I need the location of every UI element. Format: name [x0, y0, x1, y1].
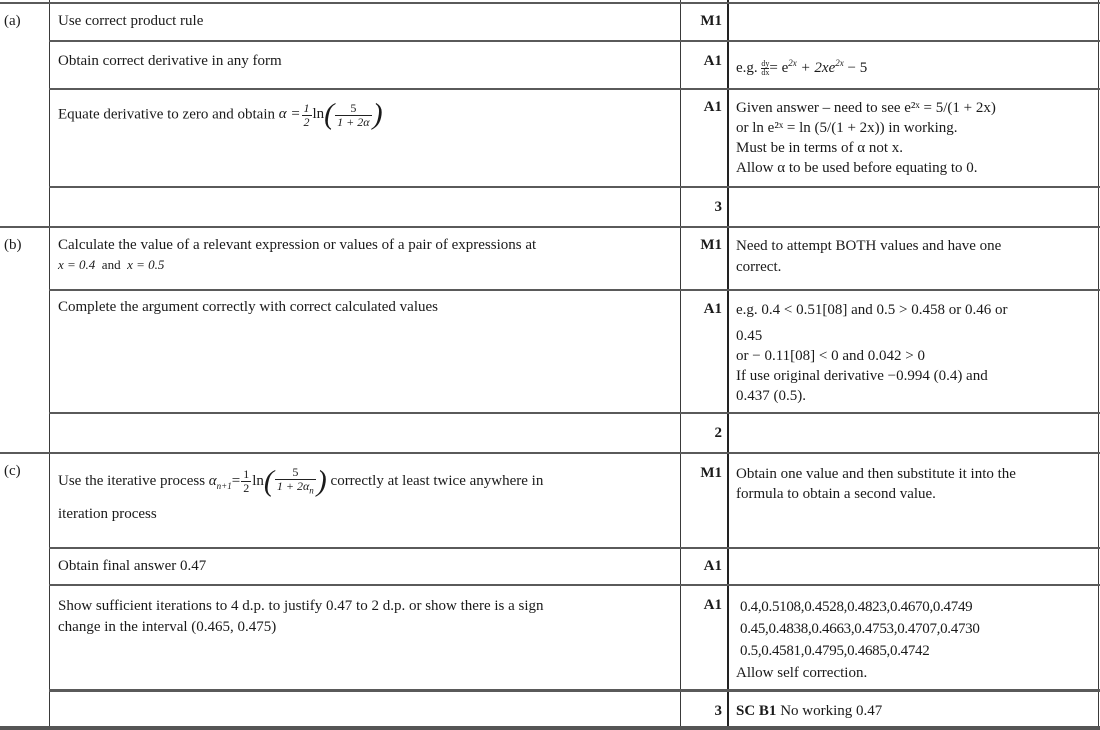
row-c1-guidance: Obtain one value and then substitute it into the formula to obtain a second value. [736, 466, 1016, 502]
row-b2-guidance: e.g. 0.4 < 0.51[08] and 0.5 > 0.458 or 0.46 or 0.45 or − 0.11[08] < 0 and 0.042 > 0 If use original derivative −0.994 (0.4) and 0.437 (0.5). [736, 302, 1008, 404]
row-b2-mark: A1 [703, 301, 722, 317]
row-b1-mark: M1 [700, 237, 722, 253]
iteration-formula: $\alpha_{n+1}=$ $\frac{1}{2}$ ln( $\frac{5}{1 + 2\alpha_n}$ ) [208, 464, 327, 498]
row-divider [0, 2, 1100, 4]
row-b2-description: Complete the argument correctly with correct calculated values [58, 299, 438, 315]
row-divider [49, 547, 1100, 549]
row-a2-description: Obtain correct derivative in any form [58, 53, 282, 69]
row-c3-mark: A1 [703, 597, 722, 613]
row-c-total-mark: 3 [714, 703, 722, 719]
row-a1-mark: M1 [700, 13, 722, 29]
row-c2-description: Obtain final answer 0.47 [58, 558, 207, 574]
row-divider [0, 226, 1100, 228]
row-c2-mark: A1 [703, 558, 722, 574]
row-divider [49, 689, 1100, 692]
row-divider [49, 40, 1100, 42]
eg-label: e.g. [736, 60, 758, 76]
row-b-total-mark: 2 [714, 425, 722, 441]
derivative-notation: $\frac{dy}{dx}$ [761, 59, 770, 78]
row-a-total-mark: 3 [714, 199, 722, 215]
part-label-c: (c) [4, 463, 21, 479]
row-a3-guidance: Given answer – need to see e²ˣ = 5/(1 + 2x) or ln e²ˣ = ln (5/(1 + 2x)) in working. Must be in terms of α not x. Allow α to be used before equating to 0. [736, 100, 996, 176]
part-label-a: (a) [4, 13, 21, 29]
row-divider [49, 289, 1100, 291]
column-divider-mark [727, 0, 729, 730]
row-a2-guidance: e.g. $\frac{dy}{dx}= e^{2x} + 2xe^{2x} - 5$ [736, 58, 868, 78]
row-b1-guidance: Need to attempt BOTH values and have one correct. [736, 238, 1002, 275]
column-divider-part [49, 0, 50, 730]
alpha-equation: α = $\frac{1}{2}$ ln( $\frac{5}{1 + 2\alpha}$ ) [278, 98, 383, 131]
row-divider [0, 452, 1100, 454]
row-b1-description: Calculate the value of a relevant expression or values of a pair of expressions at x = 0.4 and x = 0.5 [58, 237, 537, 272]
row-a3-mark: A1 [703, 99, 722, 115]
row-divider [49, 88, 1100, 90]
column-divider-right [1098, 0, 1099, 730]
row-c3-description: Show sufficient iterations to 4 d.p. to justify 0.47 to 2 d.p. or show there is a sign change in the interval (0.465, 0.475) [58, 598, 544, 635]
row-c-total-guidance: SC B1 No working 0.47 [736, 703, 883, 719]
row-divider [49, 412, 1100, 414]
row-a1-description: Use correct product rule [58, 13, 204, 29]
row-divider [49, 186, 1100, 188]
row-divider [49, 584, 1100, 586]
table-bottom-border [0, 726, 1100, 730]
special-case-label: SC B1 [736, 703, 777, 719]
row-c3-guidance: 0.4,0.5108,0.4528,0.4823,0.4670,0.4749 0.45,0.4838,0.4663,0.4753,0.4707,0.4730 0.5,0.4581,0.4795,0.4685,0.4742 Allow self correction. [736, 599, 980, 681]
row-a3-description: Equate derivative to zero and obtain α = $\frac{1}{2}$ ln( $\frac{5}{1 + 2\alpha}$ ) [58, 98, 383, 131]
row-c1-mark: M1 [700, 465, 722, 481]
row-a2-mark: A1 [703, 53, 722, 69]
row-c1-description: Use the iterative process $\alpha_{n+1}=$ $\frac{1}{2}$ ln( $\frac{5}{1 + 2\alpha_n}$ ) correctly at least twice anywhere in iteration process [58, 464, 544, 523]
part-label-b: (b) [4, 237, 22, 253]
